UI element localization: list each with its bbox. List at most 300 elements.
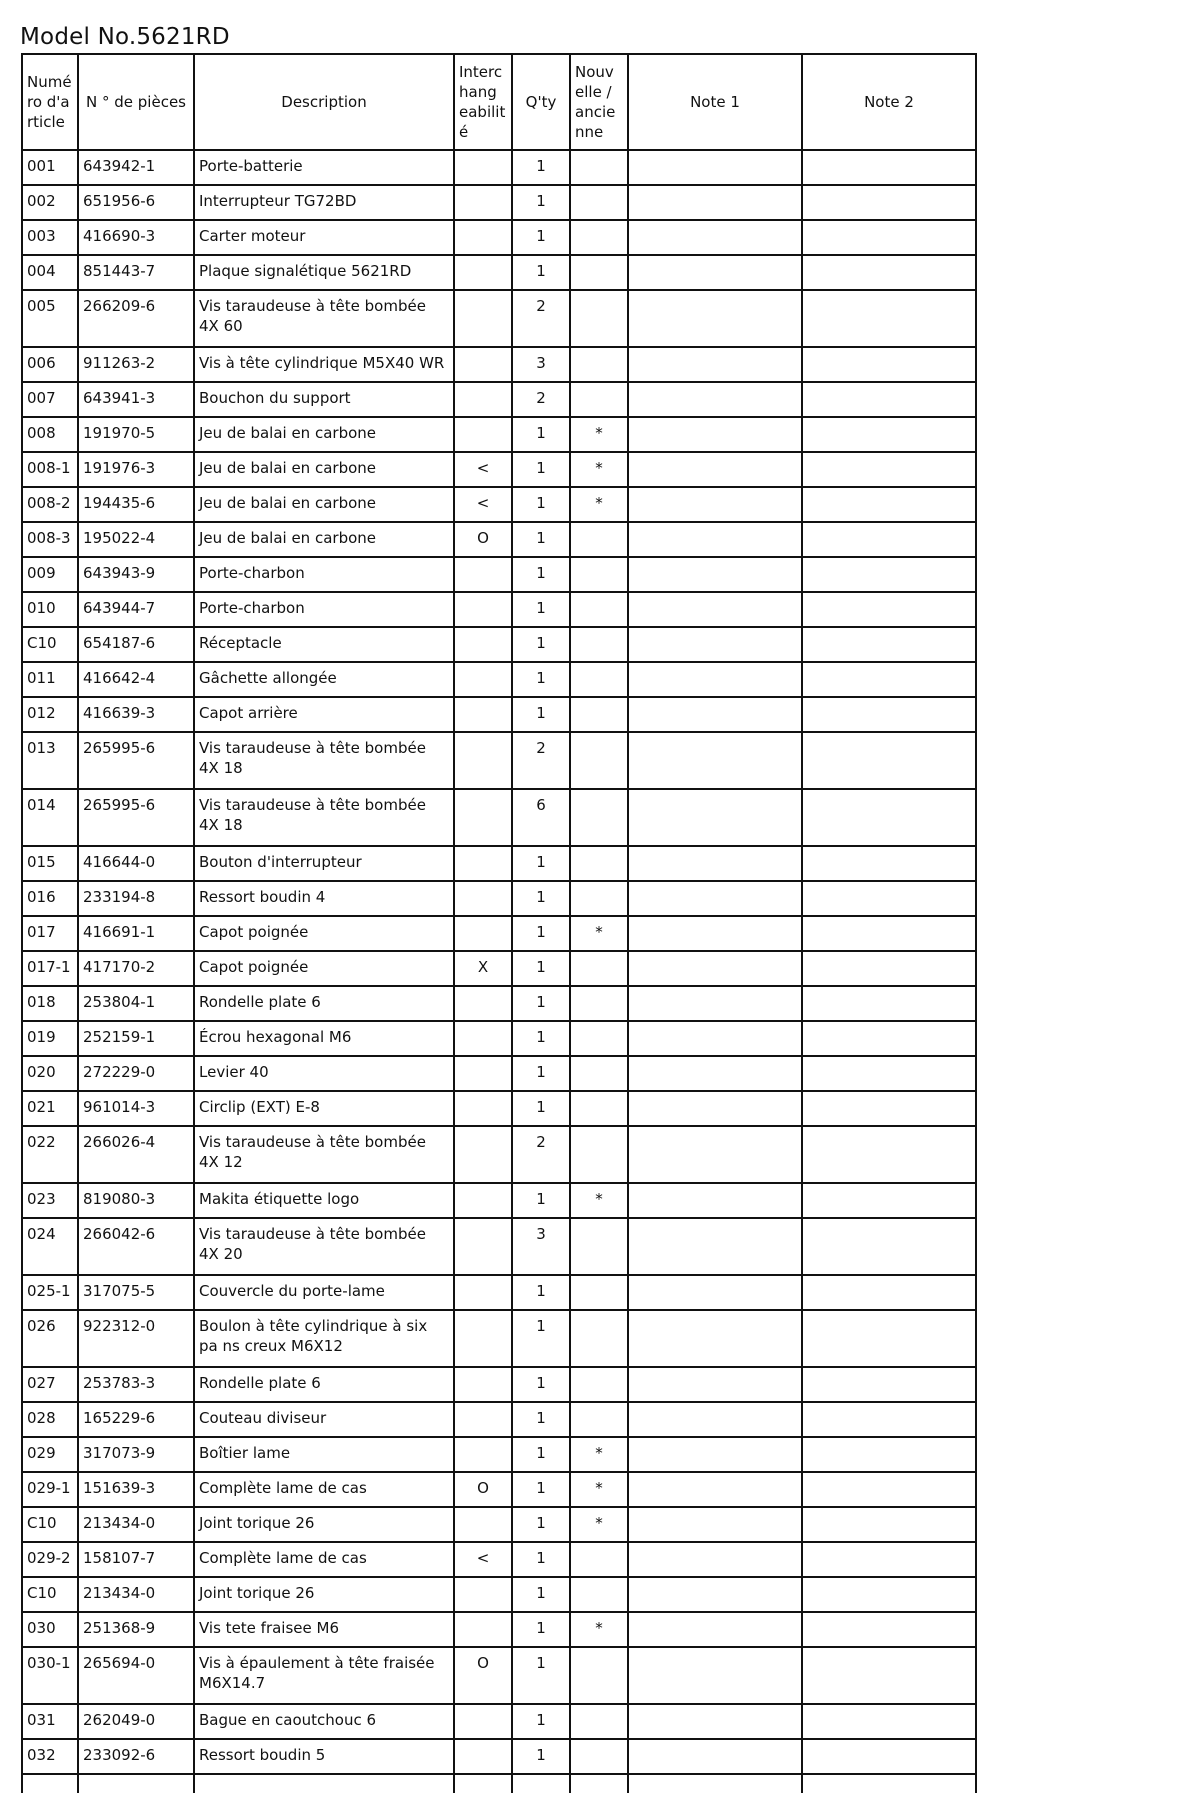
new-old-cell xyxy=(570,1577,628,1612)
empty-cell xyxy=(454,1774,512,1793)
part-no-cell: 233194-8 xyxy=(78,881,194,916)
note1-cell xyxy=(628,255,802,290)
description-cell: Porte-charbon xyxy=(194,592,454,627)
description-cell: Capot arrière xyxy=(194,697,454,732)
interchangeability-cell xyxy=(454,1275,512,1310)
interchangeability-cell xyxy=(454,1704,512,1739)
part-no-cell: 266042-6 xyxy=(78,1218,194,1275)
description-cell: Rondelle plate 6 xyxy=(194,986,454,1021)
part-no-cell: 262049-0 xyxy=(78,1704,194,1739)
description-cell: Complète lame de cas xyxy=(194,1472,454,1507)
qty-cell: 1 xyxy=(512,1183,570,1218)
note1-cell xyxy=(628,1218,802,1275)
part-no-cell: 922312-0 xyxy=(78,1310,194,1367)
new-old-cell xyxy=(570,789,628,846)
part-no-cell: 251368-9 xyxy=(78,1612,194,1647)
part-no-cell: 643941-3 xyxy=(78,382,194,417)
description-cell: Gâchette allongée xyxy=(194,662,454,697)
interchangeability-cell: < xyxy=(454,487,512,522)
interchangeability-cell xyxy=(454,1056,512,1091)
new-old-cell xyxy=(570,1542,628,1577)
table-row xyxy=(22,1472,976,1507)
part-no-cell: 851443-7 xyxy=(78,255,194,290)
part-no-cell: 213434-0 xyxy=(78,1577,194,1612)
part-no-cell: 416690-3 xyxy=(78,220,194,255)
interchangeability-cell xyxy=(454,1091,512,1126)
article-no-cell: 023 xyxy=(22,1183,78,1218)
table-row xyxy=(22,255,976,290)
interchangeability-cell xyxy=(454,697,512,732)
new-old-cell xyxy=(570,986,628,1021)
note2-cell xyxy=(802,220,976,255)
table-row xyxy=(22,951,976,986)
description-cell: Porte-batterie xyxy=(194,150,454,185)
part-no-cell: 253804-1 xyxy=(78,986,194,1021)
note2-cell xyxy=(802,881,976,916)
note2-cell xyxy=(802,1402,976,1437)
note1-cell xyxy=(628,452,802,487)
part-no-cell: 654187-6 xyxy=(78,627,194,662)
note2-cell xyxy=(802,732,976,789)
note2-cell xyxy=(802,1612,976,1647)
note1-cell xyxy=(628,487,802,522)
note1-cell xyxy=(628,382,802,417)
interchangeability-cell xyxy=(454,1310,512,1367)
new-old-cell xyxy=(570,1218,628,1275)
interchangeability-cell: O xyxy=(454,522,512,557)
qty-cell: 1 xyxy=(512,1739,570,1774)
part-no-cell: 416639-3 xyxy=(78,697,194,732)
new-old-cell xyxy=(570,881,628,916)
table-row xyxy=(22,1275,976,1310)
note2-cell xyxy=(802,1218,976,1275)
interchangeability-cell xyxy=(454,1437,512,1472)
note2-cell xyxy=(802,789,976,846)
article-no-cell: 009 xyxy=(22,557,78,592)
new-old-cell: * xyxy=(570,1612,628,1647)
article-no-cell: 017-1 xyxy=(22,951,78,986)
note2-cell xyxy=(802,846,976,881)
note1-cell xyxy=(628,1183,802,1218)
note1-cell xyxy=(628,662,802,697)
part-no-cell: 165229-6 xyxy=(78,1402,194,1437)
qty-cell: 1 xyxy=(512,1310,570,1367)
new-old-cell xyxy=(570,627,628,662)
interchangeability-cell xyxy=(454,417,512,452)
interchangeability-cell xyxy=(454,986,512,1021)
col-header-article-no: Numé ro d'a rticle xyxy=(22,54,78,150)
new-old-cell xyxy=(570,557,628,592)
new-old-cell xyxy=(570,662,628,697)
description-cell: Rondelle plate 6 xyxy=(194,1367,454,1402)
table-row-continued xyxy=(22,1774,976,1793)
article-no-cell: 017 xyxy=(22,916,78,951)
interchangeability-cell xyxy=(454,1739,512,1774)
qty-cell: 3 xyxy=(512,347,570,382)
description-cell: Complète lame de cas xyxy=(194,1542,454,1577)
qty-cell: 2 xyxy=(512,382,570,417)
interchangeability-cell xyxy=(454,150,512,185)
note2-cell xyxy=(802,916,976,951)
qty-cell: 1 xyxy=(512,557,570,592)
new-old-cell: * xyxy=(570,1183,628,1218)
interchangeability-cell xyxy=(454,255,512,290)
part-no-cell: 158107-7 xyxy=(78,1542,194,1577)
new-old-cell xyxy=(570,382,628,417)
part-no-cell: 416642-4 xyxy=(78,662,194,697)
description-cell: Plaque signalétique 5621RD xyxy=(194,255,454,290)
note2-cell xyxy=(802,662,976,697)
qty-cell: 1 xyxy=(512,1542,570,1577)
new-old-cell xyxy=(570,150,628,185)
description-cell: Jeu de balai en carbone xyxy=(194,522,454,557)
qty-cell: 1 xyxy=(512,1612,570,1647)
note1-cell xyxy=(628,1402,802,1437)
article-no-cell: 016 xyxy=(22,881,78,916)
description-cell: Carter moteur xyxy=(194,220,454,255)
article-no-cell: C10 xyxy=(22,627,78,662)
article-no-cell: 001 xyxy=(22,150,78,185)
description-cell: Ressort boudin 4 xyxy=(194,881,454,916)
qty-cell: 2 xyxy=(512,290,570,347)
description-cell: Vis taraudeuse à tête bombée 4X 20 xyxy=(194,1218,454,1275)
note1-cell xyxy=(628,185,802,220)
interchangeability-cell xyxy=(454,1577,512,1612)
interchangeability-cell xyxy=(454,220,512,255)
table-row xyxy=(22,1218,976,1275)
table-row xyxy=(22,1056,976,1091)
note1-cell xyxy=(628,916,802,951)
new-old-cell xyxy=(570,592,628,627)
note1-cell xyxy=(628,1612,802,1647)
note2-cell xyxy=(802,522,976,557)
qty-cell: 1 xyxy=(512,1647,570,1704)
table-row xyxy=(22,789,976,846)
description-cell: Vis à épaulement à tête fraisée M6X14.7 xyxy=(194,1647,454,1704)
table-row xyxy=(22,1542,976,1577)
interchangeability-cell xyxy=(454,185,512,220)
qty-cell: 1 xyxy=(512,916,570,951)
qty-cell: 3 xyxy=(512,1218,570,1275)
table-row xyxy=(22,1091,976,1126)
note2-cell xyxy=(802,1437,976,1472)
article-no-cell: 029-2 xyxy=(22,1542,78,1577)
description-cell: Porte-charbon xyxy=(194,557,454,592)
note2-cell xyxy=(802,382,976,417)
description-cell: Écrou hexagonal M6 xyxy=(194,1021,454,1056)
note1-cell xyxy=(628,1739,802,1774)
note1-cell xyxy=(628,986,802,1021)
description-cell: Vis tete fraisee M6 xyxy=(194,1612,454,1647)
note2-cell xyxy=(802,150,976,185)
part-no-cell: 643943-9 xyxy=(78,557,194,592)
qty-cell: 1 xyxy=(512,220,570,255)
qty-cell: 1 xyxy=(512,185,570,220)
interchangeability-cell xyxy=(454,592,512,627)
description-cell: Vis taraudeuse à tête bombée 4X 18 xyxy=(194,732,454,789)
table-row xyxy=(22,1021,976,1056)
qty-cell: 1 xyxy=(512,951,570,986)
article-no-cell: 006 xyxy=(22,347,78,382)
interchangeability-cell: X xyxy=(454,951,512,986)
part-no-cell: 819080-3 xyxy=(78,1183,194,1218)
part-no-cell: 651956-6 xyxy=(78,185,194,220)
new-old-cell xyxy=(570,1091,628,1126)
table-row xyxy=(22,627,976,662)
part-no-cell: 416644-0 xyxy=(78,846,194,881)
interchangeability-cell xyxy=(454,881,512,916)
qty-cell: 1 xyxy=(512,417,570,452)
table-row xyxy=(22,290,976,347)
note2-cell xyxy=(802,1739,976,1774)
new-old-cell xyxy=(570,1021,628,1056)
interchangeability-cell xyxy=(454,557,512,592)
table-row xyxy=(22,1647,976,1704)
note2-cell xyxy=(802,1472,976,1507)
note1-cell xyxy=(628,150,802,185)
note1-cell xyxy=(628,1542,802,1577)
table-row xyxy=(22,1367,976,1402)
table-row xyxy=(22,846,976,881)
note2-cell xyxy=(802,347,976,382)
article-no-cell: 032 xyxy=(22,1739,78,1774)
article-no-cell: 029-1 xyxy=(22,1472,78,1507)
article-no-cell: 022 xyxy=(22,1126,78,1183)
article-no-cell: 011 xyxy=(22,662,78,697)
interchangeability-cell xyxy=(454,732,512,789)
interchangeability-cell xyxy=(454,290,512,347)
note2-cell xyxy=(802,1647,976,1704)
table-row xyxy=(22,1612,976,1647)
col-header-part-no: N ° de pièces xyxy=(78,54,194,150)
interchangeability-cell: O xyxy=(454,1647,512,1704)
new-old-cell xyxy=(570,290,628,347)
qty-cell: 1 xyxy=(512,1091,570,1126)
note2-cell xyxy=(802,1704,976,1739)
description-cell: Réceptacle xyxy=(194,627,454,662)
table-row xyxy=(22,697,976,732)
part-no-cell: 213434-0 xyxy=(78,1507,194,1542)
table-row xyxy=(22,1577,976,1612)
new-old-cell xyxy=(570,1056,628,1091)
article-no-cell: 005 xyxy=(22,290,78,347)
description-cell: Vis taraudeuse à tête bombée 4X 12 xyxy=(194,1126,454,1183)
interchangeability-cell xyxy=(454,1507,512,1542)
note2-cell xyxy=(802,290,976,347)
part-no-cell: 233092-6 xyxy=(78,1739,194,1774)
note2-cell xyxy=(802,951,976,986)
note1-cell xyxy=(628,1310,802,1367)
table-row xyxy=(22,662,976,697)
note1-cell xyxy=(628,592,802,627)
description-cell: Interrupteur TG72BD xyxy=(194,185,454,220)
article-no-cell: C10 xyxy=(22,1507,78,1542)
table-row xyxy=(22,881,976,916)
part-no-cell: 417170-2 xyxy=(78,951,194,986)
note2-cell xyxy=(802,452,976,487)
note2-cell xyxy=(802,627,976,662)
table-row xyxy=(22,986,976,1021)
description-cell: Jeu de balai en carbone xyxy=(194,452,454,487)
note2-cell xyxy=(802,557,976,592)
note1-cell xyxy=(628,347,802,382)
parts-table xyxy=(21,53,977,1793)
qty-cell: 1 xyxy=(512,1577,570,1612)
description-cell: Circlip (EXT) E-8 xyxy=(194,1091,454,1126)
table-row xyxy=(22,732,976,789)
qty-cell: 6 xyxy=(512,789,570,846)
part-no-cell: 266026-4 xyxy=(78,1126,194,1183)
note2-cell xyxy=(802,1310,976,1367)
part-no-cell: 151639-3 xyxy=(78,1472,194,1507)
part-no-cell: 961014-3 xyxy=(78,1091,194,1126)
article-no-cell: 008 xyxy=(22,417,78,452)
description-cell: Bouton d'interrupteur xyxy=(194,846,454,881)
note2-cell xyxy=(802,1183,976,1218)
article-no-cell: 021 xyxy=(22,1091,78,1126)
qty-cell: 1 xyxy=(512,1275,570,1310)
note2-cell xyxy=(802,1577,976,1612)
new-old-cell xyxy=(570,1367,628,1402)
part-no-cell: 911263-2 xyxy=(78,347,194,382)
interchangeability-cell xyxy=(454,1183,512,1218)
description-cell: Boulon à tête cylindrique à six pa ns creux M6X12 xyxy=(194,1310,454,1367)
note1-cell xyxy=(628,1472,802,1507)
article-no-cell: 008-1 xyxy=(22,452,78,487)
qty-cell: 1 xyxy=(512,1437,570,1472)
table-row xyxy=(22,1507,976,1542)
new-old-cell: * xyxy=(570,1472,628,1507)
article-no-cell: 027 xyxy=(22,1367,78,1402)
interchangeability-cell xyxy=(454,1218,512,1275)
new-old-cell: * xyxy=(570,487,628,522)
note1-cell xyxy=(628,1275,802,1310)
article-no-cell: 007 xyxy=(22,382,78,417)
empty-cell xyxy=(22,1774,78,1793)
empty-cell xyxy=(512,1774,570,1793)
table-row xyxy=(22,1704,976,1739)
new-old-cell: * xyxy=(570,452,628,487)
article-no-cell: 020 xyxy=(22,1056,78,1091)
note1-cell xyxy=(628,697,802,732)
article-no-cell: 015 xyxy=(22,846,78,881)
part-no-cell: 195022-4 xyxy=(78,522,194,557)
part-no-cell: 265694-0 xyxy=(78,1647,194,1704)
note1-cell xyxy=(628,1126,802,1183)
interchangeability-cell xyxy=(454,1126,512,1183)
new-old-cell xyxy=(570,1647,628,1704)
empty-cell xyxy=(802,1774,976,1793)
interchangeability-cell xyxy=(454,627,512,662)
qty-cell: 1 xyxy=(512,592,570,627)
note2-cell xyxy=(802,1542,976,1577)
header-row xyxy=(22,54,976,150)
note1-cell xyxy=(628,290,802,347)
col-header-note1: Note 1 xyxy=(628,54,802,150)
qty-cell: 1 xyxy=(512,1507,570,1542)
col-header-note2: Note 2 xyxy=(802,54,976,150)
interchangeability-cell xyxy=(454,1402,512,1437)
article-no-cell: 008-2 xyxy=(22,487,78,522)
note1-cell xyxy=(628,1577,802,1612)
part-no-cell: 416691-1 xyxy=(78,916,194,951)
note1-cell xyxy=(628,1647,802,1704)
empty-cell xyxy=(194,1774,454,1793)
table-row xyxy=(22,185,976,220)
model-title: Model No.5621RD xyxy=(20,24,230,50)
article-no-cell: 013 xyxy=(22,732,78,789)
new-old-cell xyxy=(570,732,628,789)
new-old-cell xyxy=(570,951,628,986)
note1-cell xyxy=(628,1021,802,1056)
part-no-cell: 191976-3 xyxy=(78,452,194,487)
interchangeability-cell xyxy=(454,347,512,382)
interchangeability-cell xyxy=(454,1612,512,1647)
note1-cell xyxy=(628,522,802,557)
article-no-cell: 025-1 xyxy=(22,1275,78,1310)
part-no-cell: 317073-9 xyxy=(78,1437,194,1472)
qty-cell: 1 xyxy=(512,452,570,487)
description-cell: Bague en caoutchouc 6 xyxy=(194,1704,454,1739)
article-no-cell: 028 xyxy=(22,1402,78,1437)
note2-cell xyxy=(802,417,976,452)
empty-cell xyxy=(78,1774,194,1793)
part-no-cell: 253783-3 xyxy=(78,1367,194,1402)
qty-cell: 1 xyxy=(512,1472,570,1507)
col-header-interchangeability: Interc hang eabilit é xyxy=(454,54,512,150)
note2-cell xyxy=(802,255,976,290)
interchangeability-cell xyxy=(454,1367,512,1402)
note1-cell xyxy=(628,1056,802,1091)
interchangeability-cell xyxy=(454,1021,512,1056)
part-no-cell: 265995-6 xyxy=(78,732,194,789)
new-old-cell xyxy=(570,1310,628,1367)
note1-cell xyxy=(628,1437,802,1472)
note2-cell xyxy=(802,1367,976,1402)
table-row xyxy=(22,150,976,185)
article-no-cell: 024 xyxy=(22,1218,78,1275)
col-header-qty: Q'ty xyxy=(512,54,570,150)
qty-cell: 1 xyxy=(512,627,570,662)
table-row xyxy=(22,1402,976,1437)
interchangeability-cell: < xyxy=(454,452,512,487)
table-row xyxy=(22,522,976,557)
empty-cell xyxy=(570,1774,628,1793)
article-no-cell: 003 xyxy=(22,220,78,255)
description-cell: Makita étiquette logo xyxy=(194,1183,454,1218)
table-row xyxy=(22,452,976,487)
interchangeability-cell xyxy=(454,662,512,697)
qty-cell: 2 xyxy=(512,732,570,789)
description-cell: Jeu de balai en carbone xyxy=(194,487,454,522)
new-old-cell xyxy=(570,185,628,220)
description-cell: Ressort boudin 5 xyxy=(194,1739,454,1774)
part-no-cell: 317075-5 xyxy=(78,1275,194,1310)
description-cell: Capot poignée xyxy=(194,951,454,986)
part-no-cell: 252159-1 xyxy=(78,1021,194,1056)
article-no-cell: 030-1 xyxy=(22,1647,78,1704)
description-cell: Boîtier lame xyxy=(194,1437,454,1472)
qty-cell: 1 xyxy=(512,1704,570,1739)
qty-cell: 1 xyxy=(512,881,570,916)
part-no-cell: 643942-1 xyxy=(78,150,194,185)
part-no-cell: 191970-5 xyxy=(78,417,194,452)
part-no-cell: 265995-6 xyxy=(78,789,194,846)
new-old-cell xyxy=(570,522,628,557)
interchangeability-cell xyxy=(454,916,512,951)
table-row xyxy=(22,417,976,452)
description-cell: Joint torique 26 xyxy=(194,1507,454,1542)
